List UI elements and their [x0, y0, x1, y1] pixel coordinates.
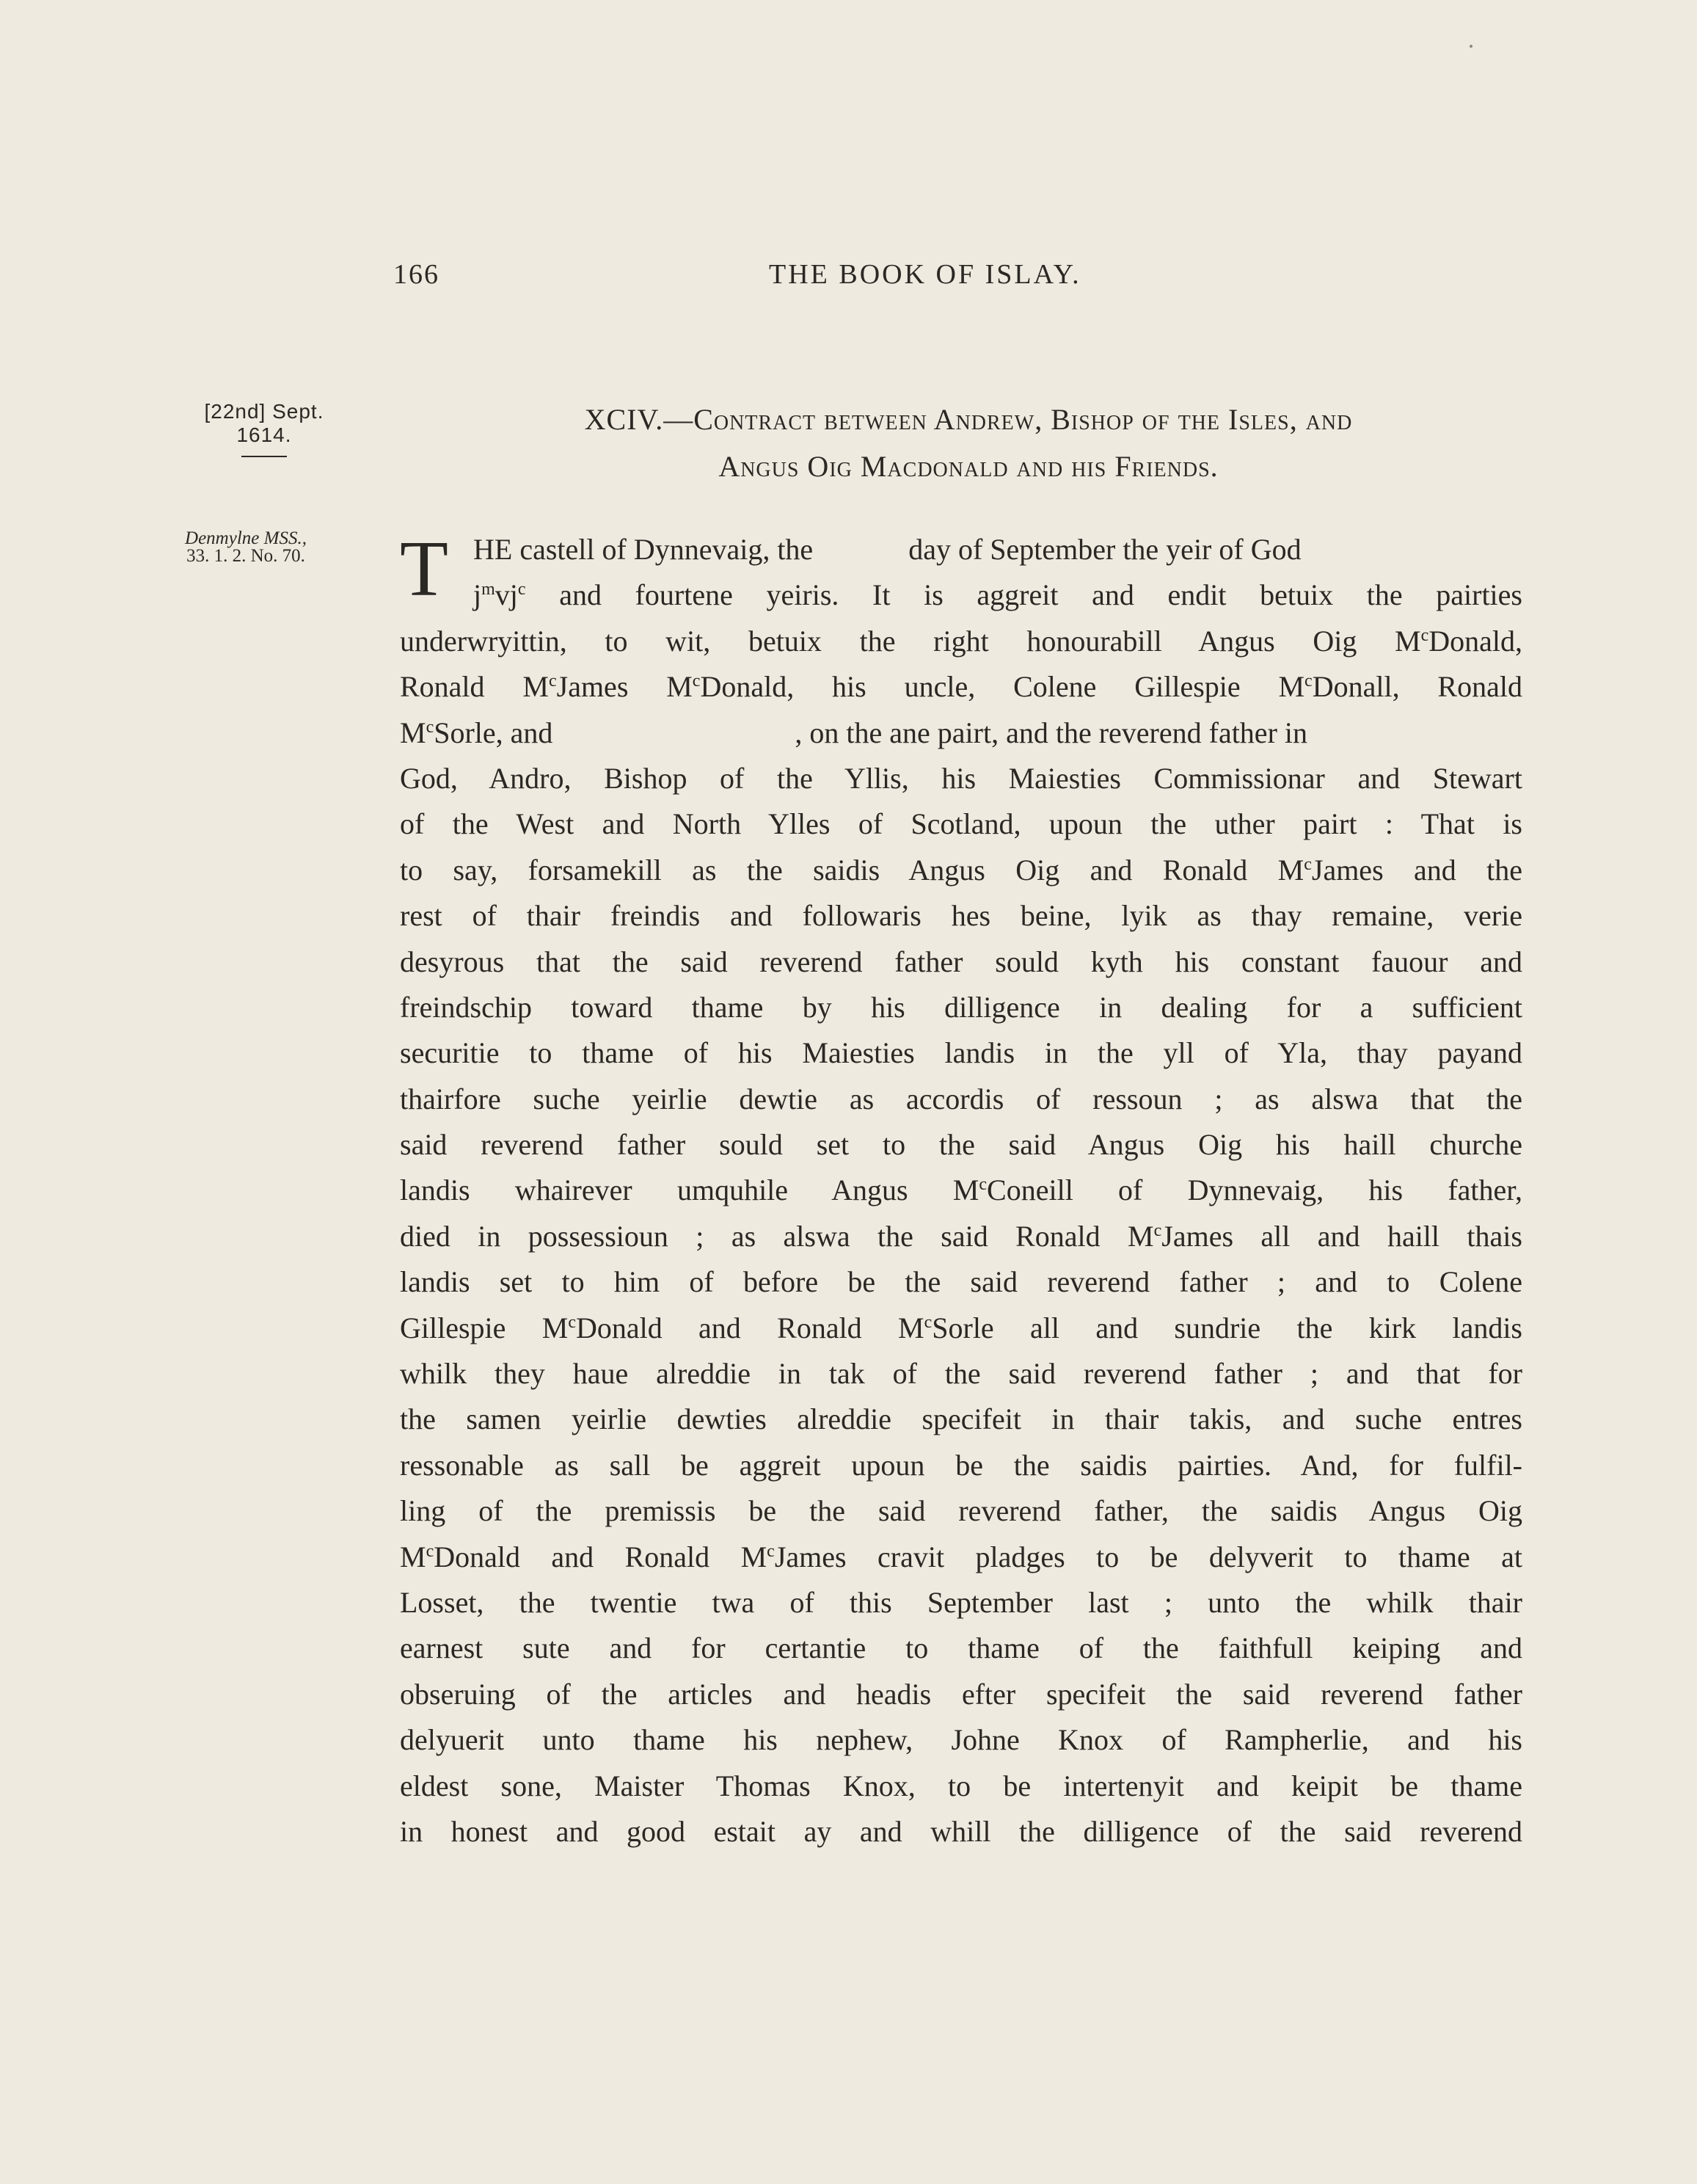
- text-line: said reverend father sould set to the said Angus Oig his haill churche: [400, 1128, 1522, 1162]
- margin-date: [176, 400, 352, 457]
- text-line: eldest sone, Maister Thomas Knox, to be intertenyit and keipit be thame: [400, 1769, 1522, 1802]
- drop-cap: T: [400, 525, 448, 613]
- margin-date-line1: [22nd] Sept.: [204, 400, 324, 423]
- text-line: ressonable as sall be aggreit upoun be the saidis pairties. And, for fulfil-: [400, 1448, 1522, 1482]
- text-line: underwryittin, to wit, betuix the right honourabill Angus Oig $M^cDonald$,: [400, 624, 1522, 658]
- text-line: died in possessioun ; as alswa the said Ronald $M^cJames$ all and haill thais: [400, 1219, 1522, 1253]
- text-line: securitie to thame of his Maiesties landis in the yll of Yla, thay payand: [400, 1036, 1522, 1070]
- margin-source-line2: 33. 1. 2. No. 70.: [186, 546, 305, 566]
- text-line: thairfore suche yeirlie dewtie as accordis of ressoun ; as alswa that the: [400, 1082, 1522, 1115]
- margin-date-rule: [241, 456, 287, 457]
- text-line: earnest sute and for certantie to thame of the faithfull keiping and: [400, 1631, 1522, 1665]
- margin-date-line2: 1614.: [236, 423, 292, 446]
- margin-source: [147, 530, 345, 565]
- text-line: obseruing of the articles and headis efter specifeit the said reverend father: [400, 1677, 1522, 1711]
- heading-numeral: XCIV.—: [584, 403, 694, 436]
- book-title: THE BOOK OF ISLAY.: [769, 259, 1081, 290]
- body-text: [400, 527, 1522, 1854]
- text-line: Losset, the twentie twa of this September last ; unto the whilk thair: [400, 1585, 1522, 1619]
- text-line: whilk they haue alreddie in tak of the said reverend father ; and that for: [400, 1357, 1522, 1391]
- text-line: delyuerit unto thame his nephew, Johne Knox of Rampherlie, and his: [400, 1723, 1522, 1757]
- running-head: [393, 258, 1127, 295]
- text-line: $j^mvj^c$ and fourtene yeiris. It is aggreit and endit betuix the pairties: [473, 578, 1522, 612]
- text-line: the samen yeirlie dewties alreddie specifeit in thair takis, and suche entres: [400, 1402, 1522, 1436]
- text-line: Ronald $M^cJames$ $M^cDonald$, his uncle, Colene Gillespie $M^cDonall$, Ronald: [400, 670, 1522, 704]
- paper-speck: [1470, 45, 1472, 48]
- text-line: desyrous that the said reverend father sould kyth his constant fauour and: [400, 944, 1522, 978]
- text-line: HE castell of Dynnevaig, the day of September the yeir of God: [473, 533, 1302, 566]
- text-line: ling of the premissis be the said reverend father, the saidis Angus Oig: [400, 1494, 1522, 1528]
- text-line: landis whairever umquhile Angus $M^cConeill$ of Dynnevaig, his father,: [400, 1173, 1522, 1207]
- text-line: to say, forsamekill as the saidis Angus Oig and Ronald $M^cJames$ and the: [400, 853, 1523, 887]
- heading-line1-text: Contract between Andrew, Bishop of the Isles, and: [693, 403, 1353, 436]
- text-line: Gillespie $M^cDonald$ and Ronald $M^cSorle$ all and sundrie the kirk landis: [400, 1311, 1522, 1344]
- text-line: rest of thair freindis and followaris hes beine, lyik as thay remaine, verie: [400, 899, 1522, 933]
- text-line: freindschip toward thame by his dilligence in dealing for a sufficient: [400, 990, 1522, 1024]
- text-line: $M^cSorle$, and , on the ane pairt, and the reverend father in: [400, 716, 1307, 749]
- text-line: $M^cDonald$ and Ronald $M^cJames$ cravit pladges to be delyverit to thame at: [400, 1540, 1523, 1573]
- text-line: of the West and North Ylles of Scotland, upoun the uther pairt : That is: [400, 807, 1522, 841]
- text-line: God, Andro, Bishop of the Yllis, his Maiesties Commissionar and Stewart: [400, 761, 1522, 795]
- text-line: in honest and good estait ay and whill the dilligence of the said reverend: [400, 1814, 1522, 1848]
- heading-line2: Angus Oig Macdonald and his Friends.: [718, 450, 1219, 483]
- section-heading: [411, 396, 1526, 490]
- text-line: landis set to him of before be the said reverend father ; and to Colene: [400, 1265, 1522, 1299]
- heading-line1: [411, 396, 1526, 443]
- page-number: 166: [393, 259, 439, 290]
- margin-source-line1: Denmylne MSS.,: [185, 528, 307, 548]
